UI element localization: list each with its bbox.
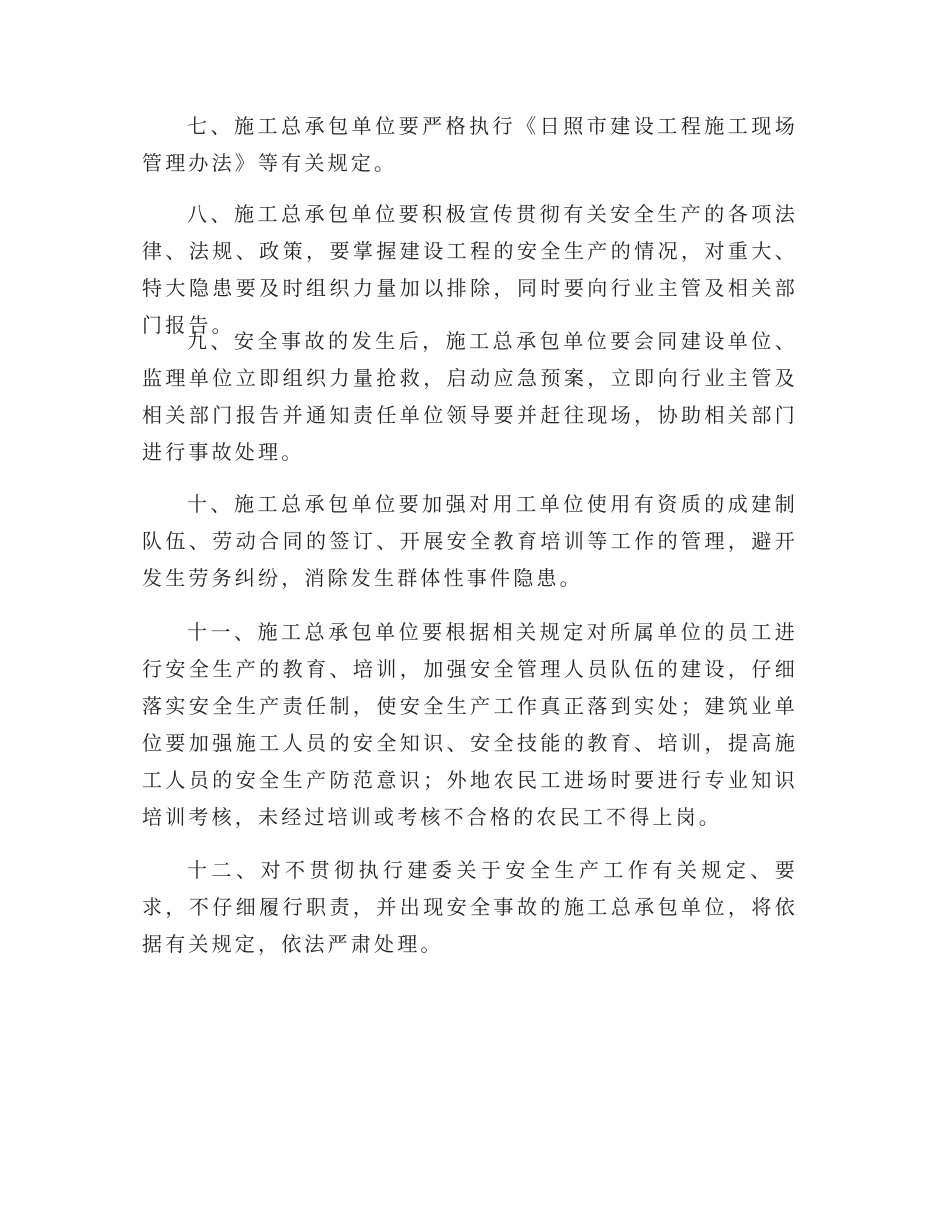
paragraph-9: 九、安全事故的发生后，施工总承包单位要会同建设单位、监理单位立即组织力量抢救，启动应急预案，立即向行业主管及相关部门报告并通知责任单位领导要并赶往现场，协助相关部门进行事故处理。 xyxy=(142,329,798,464)
paragraph-11: 十一、施工总承包单位要根据相关规定对所属单位的员工进行安全生产的教育、培训，加强安全管理人员队伍的建设，仔细落实安全生产责任制，使安全生产工作真正落到实处；建筑业单位要加强施工人员的安全知识、安全技能的教育、培训，提高施工人员的安全生产防范意识；外地农民工进场时要进行专业知识培训考核，未经过培训或考核不合格的农民工不得上岗。 xyxy=(142,620,798,829)
paragraph-7: 七、施工总承包单位要严格执行《日照市建设工程施工现场管理办法》等有关规定。 xyxy=(142,114,798,175)
paragraph-8: 八、施工总承包单位要积极宣传贯彻有关安全生产的各项法律、法规、政策，要掌握建设工程的安全生产的情况，对重大、特大隐患要及时组织力量加以排除，同时要向行业主管及相关部门报告。 xyxy=(142,202,798,337)
paragraph-10: 十、施工总承包单位要加强对用工单位使用有资质的成建制队伍、劳动合同的签订、开展安全教育培训等工作的管理，避开发生劳务纠纷，消除发生群体性事件隐患。 xyxy=(142,492,798,590)
paragraph-12: 十二、对不贯彻执行建委关于安全生产工作有关规定、要求，不仔细履行职责，并出现安全事故的施工总承包单位，将依据有关规定，依法严肃处理。 xyxy=(142,858,798,956)
